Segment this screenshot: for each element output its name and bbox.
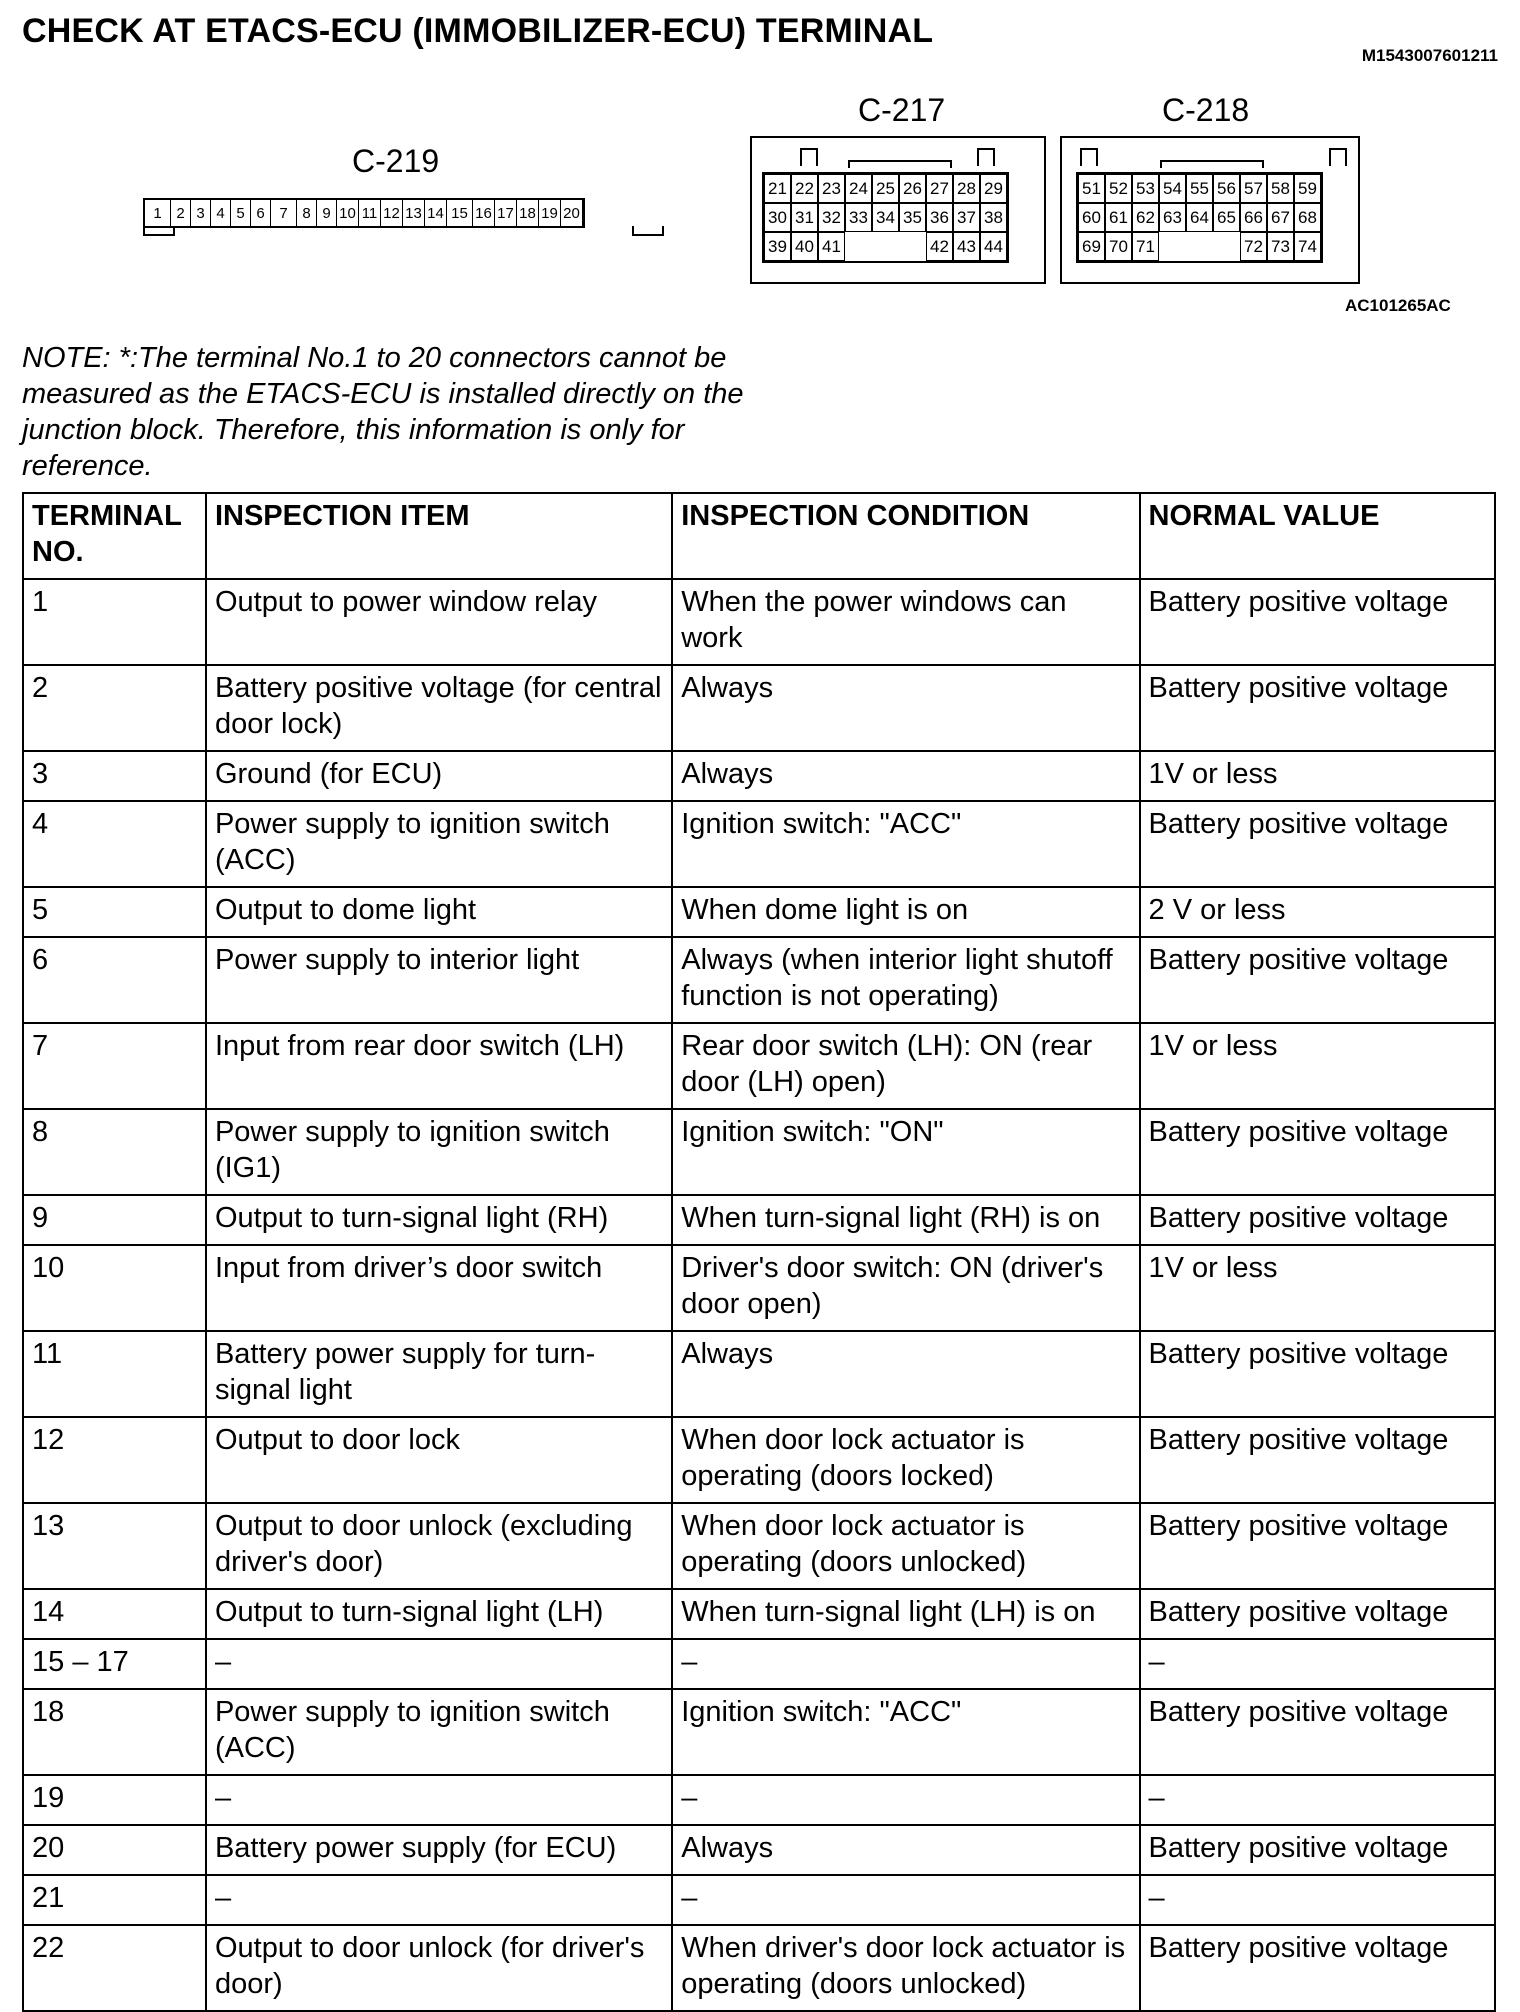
c218-pin: 60 [1078,203,1105,232]
c217-latch-right [977,148,995,166]
page-title: CHECK AT ETACS-ECU (IMMOBILIZER-ECU) TERMINAL [22,12,934,50]
cell-terminal-no: 4 [23,801,206,887]
table-row [23,1589,1495,1639]
cell-terminal-no: 21 [23,1875,206,1925]
c217-pin: 40 [791,232,818,261]
cell-normal-value: 1V or less [1140,751,1495,801]
c217-pin: 43 [953,232,980,261]
cell-normal-value: Battery positive voltage [1140,1925,1495,2011]
c217-pin: 30 [764,203,791,232]
cell-inspection-item: Output to power window relay [206,579,672,665]
c219-pin: 4 [211,200,231,226]
header-normal-value: NORMAL VALUE [1140,493,1495,579]
cell-inspection-condition: When turn-signal light (LH) is on [672,1589,1139,1639]
cell-inspection-item: Battery power supply for turn-signal light [206,1331,672,1417]
table-row [23,1639,1495,1689]
cell-normal-value: 2 V or less [1140,887,1495,937]
c218-pin: 57 [1240,174,1267,203]
c217-pin: 29 [980,174,1007,203]
c219-pin: 18 [517,200,539,226]
cell-inspection-item: Output to turn-signal light (LH) [206,1589,672,1639]
c217-pin: 27 [926,174,953,203]
c218-pin: 59 [1294,174,1321,203]
c217-pin: 32 [818,203,845,232]
cell-normal-value: – [1140,1775,1495,1825]
c218-pin: 70 [1105,232,1132,261]
c218-latch-right [1329,148,1347,166]
table-row [23,1503,1495,1589]
c217-latch-left [800,148,818,166]
table-row [23,1023,1495,1109]
c218-connector [1076,172,1323,263]
c218-pin [1186,232,1213,261]
c219-pin: 5 [231,200,251,226]
cell-inspection-condition: Rear door switch (LH): ON (rear door (LH) open) [672,1023,1139,1109]
terminal-table [22,492,1496,2012]
table-row [23,1875,1495,1925]
cell-terminal-no: 11 [23,1331,206,1417]
c217-pin: 25 [872,174,899,203]
c217-pin [872,232,899,261]
c218-pin: 56 [1213,174,1240,203]
cell-terminal-no: 8 [23,1109,206,1195]
cell-inspection-condition: Always [672,665,1139,751]
cell-normal-value: Battery positive voltage [1140,665,1495,751]
cell-inspection-condition: When dome light is on [672,887,1139,937]
c219-pin: 13 [403,200,425,226]
cell-normal-value: Battery positive voltage [1140,801,1495,887]
cell-inspection-item: Input from rear door switch (LH) [206,1023,672,1109]
c217-pin: 36 [926,203,953,232]
c218-pin: 58 [1267,174,1294,203]
cell-terminal-no: 9 [23,1195,206,1245]
c217-pin: 26 [899,174,926,203]
c218-pin: 61 [1105,203,1132,232]
c218-pin: 54 [1159,174,1186,203]
table-row [23,1689,1495,1775]
c219-tab [632,226,664,236]
c218-pin: 72 [1240,232,1267,261]
cell-normal-value: Battery positive voltage [1140,579,1495,665]
cell-inspection-condition: When door lock actuator is operating (doors unlocked) [672,1503,1139,1589]
c217-label: C-217 [858,92,946,128]
c217-pin: 24 [845,174,872,203]
c217-pin [899,232,926,261]
cell-terminal-no: 14 [23,1589,206,1639]
c219-pin: 14 [425,200,447,226]
c219-pin: 9 [317,200,337,226]
cell-inspection-item: – [206,1775,672,1825]
cell-inspection-item: Power supply to ignition switch (ACC) [206,801,672,887]
cell-inspection-condition: Driver's door switch: ON (driver's door open) [672,1245,1139,1331]
c217-pin: 38 [980,203,1007,232]
c218-pin: 51 [1078,174,1105,203]
table-row [23,887,1495,937]
cell-inspection-condition: When driver's door lock actuator is operating (doors unlocked) [672,1925,1139,2011]
reference-note: NOTE: *:The terminal No.1 to 20 connectors cannot be measured as the ETACS-ECU is installed directly on the junction block. Therefore, this information is only for reference. [22,342,744,482]
cell-inspection-condition: Ignition switch: "ON" [672,1109,1139,1195]
cell-normal-value: Battery positive voltage [1140,1417,1495,1503]
cell-terminal-no: 18 [23,1689,206,1775]
cell-inspection-condition: Always [672,751,1139,801]
table-row [23,1417,1495,1503]
c218-pin: 64 [1186,203,1213,232]
table-row [23,1925,1495,2011]
c219-connector [143,198,585,228]
c219-pin: 17 [495,200,517,226]
c219-label: C-219 [352,143,440,179]
cell-terminal-no: 1 [23,579,206,665]
c218-latch-left [1080,148,1098,166]
cell-inspection-item: – [206,1875,672,1925]
c217-pin: 22 [791,174,818,203]
c217-connector [762,172,1009,263]
c218-pin: 52 [1105,174,1132,203]
c219-pin: 8 [297,200,317,226]
cell-inspection-item: Battery positive voltage (for central door lock) [206,665,672,751]
cell-normal-value: 1V or less [1140,1023,1495,1109]
header-terminal-no: TERMINAL NO. [23,493,206,579]
c218-pin [1159,232,1186,261]
c218-pin: 55 [1186,174,1213,203]
cell-normal-value: Battery positive voltage [1140,1689,1495,1775]
c219-pin: 19 [539,200,561,226]
header-inspection-condition: INSPECTION CONDITION [672,493,1139,579]
table-row [23,751,1495,801]
c219-tab [143,226,175,236]
c218-pin: 62 [1132,203,1159,232]
cell-inspection-condition: Ignition switch: "ACC" [672,801,1139,887]
table-row [23,579,1495,665]
cell-terminal-no: 6 [23,937,206,1023]
c217-pin: 34 [872,203,899,232]
c217-pin: 23 [818,174,845,203]
c218-pin: 53 [1132,174,1159,203]
cell-normal-value: Battery positive voltage [1140,937,1495,1023]
c218-pin: 63 [1159,203,1186,232]
table-row [23,801,1495,887]
table-row [23,937,1495,1023]
cell-normal-value: – [1140,1639,1495,1689]
table-row [23,1195,1495,1245]
cell-inspection-condition: Always [672,1331,1139,1417]
cell-inspection-item: – [206,1639,672,1689]
cell-normal-value: Battery positive voltage [1140,1109,1495,1195]
cell-normal-value: Battery positive voltage [1140,1331,1495,1417]
cell-normal-value: Battery positive voltage [1140,1195,1495,1245]
header-inspection-item: INSPECTION ITEM [206,493,672,579]
document-id: M1543007601211 [1361,46,1498,65]
cell-normal-value: Battery positive voltage [1140,1503,1495,1589]
table-row [23,1331,1495,1417]
cell-inspection-item: Battery power supply (for ECU) [206,1825,672,1875]
c219-pin: 10 [337,200,359,226]
table-row [23,1109,1495,1195]
cell-inspection-item: Power supply to interior light [206,937,672,1023]
cell-inspection-condition: Always (when interior light shutoff function is not operating) [672,937,1139,1023]
figure-id: AC101265AC [1345,296,1451,315]
cell-terminal-no: 2 [23,665,206,751]
cell-terminal-no: 20 [23,1825,206,1875]
cell-inspection-item: Ground (for ECU) [206,751,672,801]
c219-pin: 2 [171,200,191,226]
cell-inspection-item: Output to door unlock (for driver's door) [206,1925,672,2011]
cell-inspection-condition: When door lock actuator is operating (doors locked) [672,1417,1139,1503]
cell-inspection-item: Output to door lock [206,1417,672,1503]
c218-pin: 73 [1267,232,1294,261]
c217-pin: 37 [953,203,980,232]
c219-pin: 20 [561,200,583,226]
cell-normal-value: Battery positive voltage [1140,1825,1495,1875]
c218-pin: 74 [1294,232,1321,261]
cell-inspection-item: Output to dome light [206,887,672,937]
cell-terminal-no: 19 [23,1775,206,1825]
cell-inspection-item: Output to door unlock (excluding driver's door) [206,1503,672,1589]
table-header-row [23,493,1495,579]
c218-label: C-218 [1162,92,1250,128]
c217-pin: 35 [899,203,926,232]
c218-pin: 65 [1213,203,1240,232]
c217-pin: 21 [764,174,791,203]
cell-terminal-no: 15 – 17 [23,1639,206,1689]
cell-inspection-item: Output to turn-signal light (RH) [206,1195,672,1245]
c219-pin: 7 [271,200,297,226]
cell-normal-value: 1V or less [1140,1245,1495,1331]
cell-normal-value: Battery positive voltage [1140,1589,1495,1639]
cell-terminal-no: 22 [23,1925,206,2011]
table-row [23,1245,1495,1331]
cell-inspection-condition: Always [672,1825,1139,1875]
table-row [23,1775,1495,1825]
cell-terminal-no: 3 [23,751,206,801]
c218-pin: 66 [1240,203,1267,232]
c219-pin: 16 [473,200,495,226]
cell-inspection-condition: When the power windows can work [672,579,1139,665]
c217-pin: 44 [980,232,1007,261]
c218-pin: 69 [1078,232,1105,261]
c217-pin: 31 [791,203,818,232]
c217-pin: 33 [845,203,872,232]
c217-key-bar [848,160,952,168]
cell-inspection-condition: Ignition switch: "ACC" [672,1689,1139,1775]
c217-pin: 39 [764,232,791,261]
c218-pin: 67 [1267,203,1294,232]
cell-terminal-no: 13 [23,1503,206,1589]
table-row [23,665,1495,751]
c219-pin: 1 [145,200,171,226]
cell-terminal-no: 7 [23,1023,206,1109]
c217-pin: 28 [953,174,980,203]
c218-pin [1213,232,1240,261]
cell-inspection-condition: – [672,1775,1139,1825]
c219-pin: 15 [447,200,473,226]
cell-inspection-item: Power supply to ignition switch (IG1) [206,1109,672,1195]
cell-normal-value: – [1140,1875,1495,1925]
c219-pin: 6 [251,200,271,226]
c218-pin: 68 [1294,203,1321,232]
c217-pin: 41 [818,232,845,261]
cell-inspection-condition: When turn-signal light (RH) is on [672,1195,1139,1245]
c218-key-bar [1160,160,1264,168]
table-row [23,1825,1495,1875]
cell-inspection-item: Power supply to ignition switch (ACC) [206,1689,672,1775]
c219-pin: 11 [359,200,381,226]
cell-inspection-item: Input from driver’s door switch [206,1245,672,1331]
cell-terminal-no: 10 [23,1245,206,1331]
c218-pin: 71 [1132,232,1159,261]
cell-terminal-no: 12 [23,1417,206,1503]
cell-inspection-condition: – [672,1875,1139,1925]
c217-pin [845,232,872,261]
c217-pin: 42 [926,232,953,261]
cell-inspection-condition: – [672,1639,1139,1689]
c219-pin: 3 [191,200,211,226]
cell-terminal-no: 5 [23,887,206,937]
c219-pin: 12 [381,200,403,226]
